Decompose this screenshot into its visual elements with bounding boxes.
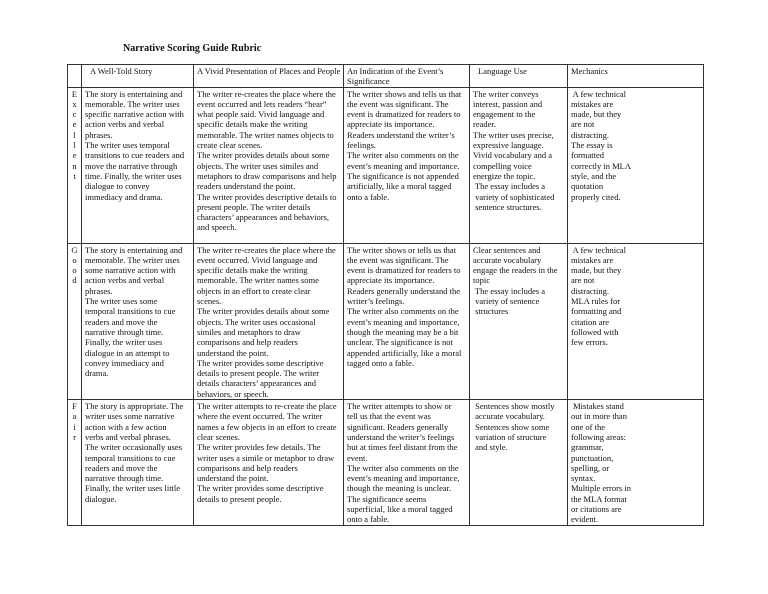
- level-letter: r: [73, 431, 76, 442]
- cell-text-line: mistakes are: [571, 254, 614, 265]
- cell-text-line: energize the topic.: [473, 170, 536, 181]
- cell-text-line: sentence structures.: [473, 201, 542, 212]
- cell-text-line: phrases.: [85, 129, 113, 140]
- level-letter: o: [72, 254, 77, 265]
- cell-text-line: though the meaning may be a bit: [347, 326, 459, 337]
- cell-text-line: The writer provides few details. The: [197, 442, 321, 453]
- cell-text-line: dialogue.: [85, 493, 117, 504]
- cell-text-line: Readers generally understand the: [347, 285, 461, 296]
- level-letter: a: [72, 411, 77, 422]
- cell-text-line: event.: [347, 452, 368, 463]
- cell-text-line: writer uses a simile or metaphor to draw: [197, 452, 335, 463]
- cell-text-line: narrative through time.: [85, 473, 164, 484]
- cell-text-line: artificially, like a moral tagged: [347, 181, 452, 192]
- cell-vivid-presentation: [194, 400, 344, 526]
- cell-text-line: specific details make the writing: [197, 119, 308, 130]
- header-mechanics: Mechanics: [568, 65, 704, 88]
- cell-text-line: The writer attempts to re-create the place: [197, 401, 337, 412]
- cell-text-line: expressive language.: [473, 140, 544, 151]
- cell-text-line: interest, passion and: [473, 98, 543, 109]
- cell-text-line: correctly in MLA: [571, 160, 631, 171]
- cell-text-line: citation are: [571, 316, 609, 327]
- cell-text-line: The essay includes a: [473, 285, 546, 296]
- level-label: [68, 87, 82, 243]
- level-letter: n: [72, 160, 77, 171]
- cell-text-line: some narrative action with: [85, 265, 176, 276]
- cell-text-line: readers and move the: [85, 316, 158, 327]
- cell-text-line: The significance is not appended: [347, 170, 459, 181]
- cell-text-line: A few technical: [571, 244, 626, 255]
- document-title: Narrative Scoring Guide Rubric: [123, 43, 262, 54]
- cell-text-line: The writer also comments on the: [347, 462, 459, 473]
- cell-text-line: Sentences show mostly: [473, 401, 555, 412]
- cell-text-line: Sentences show some: [473, 421, 550, 432]
- cell-text-line: Multiple errors in: [571, 483, 631, 494]
- cell-text-line: engage the readers in the: [473, 265, 558, 276]
- cell-text-line: made, but they: [571, 109, 622, 120]
- cell-text-line: behaviors, or speech.: [197, 388, 269, 399]
- cell-text-line: but at times feel distant from the: [347, 442, 458, 453]
- level-letter: e: [72, 119, 77, 130]
- cell-text-line: action verbs and verbal: [85, 119, 165, 130]
- cell-text-line: writer uses some narrative: [85, 411, 175, 422]
- level-letter: l: [73, 140, 76, 151]
- cell-text-line: evident.: [571, 514, 599, 525]
- cell-text-line: The story is entertaining and: [85, 244, 183, 255]
- cell-text-line: objects in an effort to create clear: [197, 285, 311, 296]
- cell-text-line: event is dramatized for readers to: [347, 265, 461, 276]
- cell-text-line: temporal transitions to cue: [85, 306, 176, 317]
- cell-text-line: tagged onto a fable.: [347, 357, 415, 368]
- cell-text-line: memorable. The writer names some: [197, 275, 319, 286]
- cell-text-line: Vivid vocabulary and a: [473, 150, 553, 161]
- cell-text-line: The essay is: [571, 140, 613, 151]
- cell-text-line: details characters’ appearances and: [197, 378, 317, 389]
- cell-text-line: The writer provides some descriptive: [197, 483, 324, 494]
- header-significance: An Indication of the Event’s Significance: [344, 65, 470, 88]
- cell-well-told-story: [82, 243, 194, 399]
- cell-text-line: out in more than: [571, 411, 627, 422]
- cell-text-line: variety of sentence: [473, 296, 540, 307]
- cell-text-line: A few technical: [571, 88, 626, 99]
- header-vivid-presentation: A Vivid Presentation of Places and People: [194, 65, 344, 88]
- cell-text-line: appreciate its importance.: [347, 119, 435, 130]
- cell-text-line: appreciate its importance.: [347, 275, 435, 286]
- cell-text-line: dialogue to convey: [85, 181, 150, 192]
- cell-well-told-story: [82, 400, 194, 526]
- cell-text-line: where the event occurred. The writer: [197, 411, 323, 422]
- cell-text-line: the event was significant. The: [347, 254, 449, 265]
- cell-text-line: the MLA format: [571, 493, 627, 504]
- cell-text-line: one of the: [571, 421, 605, 432]
- cell-text-line: phrases.: [85, 285, 113, 296]
- cell-text-line: The writer also comments on the: [347, 150, 459, 161]
- cell-text-line: comparisons and help readers: [197, 462, 298, 473]
- cell-text-line: understand the writer’s feelings: [347, 431, 455, 442]
- cell-text-line: The writer provides descriptive details to: [197, 191, 337, 202]
- cell-text-line: The significance seems: [347, 493, 427, 504]
- cell-text-line: action with a few action: [85, 421, 167, 432]
- cell-significance: [344, 243, 470, 399]
- rubric-row-excellent: [68, 87, 704, 243]
- cell-text-line: punctuation,: [571, 452, 614, 463]
- cell-text-line: and speech.: [197, 222, 237, 233]
- cell-text-line: The writer provides details about some: [197, 150, 330, 161]
- cell-text-line: followed with: [571, 326, 619, 337]
- level-letter: G: [71, 244, 78, 255]
- level-letter: e: [72, 150, 77, 161]
- cell-text-line: The writer uses some: [85, 296, 158, 307]
- cell-text-line: The writer provides some descriptive: [197, 357, 324, 368]
- cell-text-line: mistakes are: [571, 98, 614, 109]
- cell-text-line: The writer also comments on the: [347, 306, 459, 317]
- cell-text-line: The writer occasionally uses: [85, 442, 183, 453]
- cell-text-line: details to present people.: [197, 493, 282, 504]
- cell-language-use: [470, 243, 568, 399]
- cell-text-line: superficial, like a moral tagged: [347, 504, 453, 515]
- cell-text-line: Finally, the writer uses little: [85, 483, 181, 494]
- cell-text-line: objects. The writer uses similes and: [197, 160, 319, 171]
- cell-text-line: event occurred. Vivid language and: [197, 254, 318, 265]
- cell-text-line: characters’ appearances and behaviors,: [197, 212, 329, 223]
- cell-text-line: onto a fable.: [347, 191, 390, 202]
- cell-text-line: move the narrative through: [85, 160, 178, 171]
- cell-text-line: and style.: [473, 442, 508, 453]
- cell-text-line: appended artificially, like a moral: [347, 347, 462, 358]
- cell-text-line: unclear. The significance is not: [347, 337, 453, 348]
- cell-text-line: are not: [571, 119, 595, 130]
- cell-text-line: onto a fable.: [347, 514, 390, 525]
- cell-text-line: immediacy and drama.: [85, 191, 163, 202]
- rubric-row-fair: [68, 400, 704, 526]
- cell-mechanics: [568, 400, 704, 526]
- cell-text-line: present people. The writer details: [197, 201, 311, 212]
- cell-text-line: memorable. The writer uses: [85, 98, 180, 109]
- level-letter: E: [71, 88, 78, 99]
- level-label: [68, 400, 82, 526]
- cell-language-use: [470, 400, 568, 526]
- cell-mechanics: [568, 87, 704, 243]
- cell-text-line: tell us that the event was: [347, 411, 431, 422]
- cell-text-line: create clear scenes.: [197, 140, 263, 151]
- cell-text-line: The writer re-creates the place where the: [197, 244, 336, 255]
- cell-text-line: The story is entertaining and: [85, 88, 183, 99]
- cell-text-line: structures: [473, 306, 509, 317]
- header-well-told-story: A Well-Told Story: [82, 65, 194, 88]
- cell-text-line: few errors.: [571, 337, 608, 348]
- cell-text-line: readers understand the point.: [197, 181, 296, 192]
- cell-text-line: MLA rules for: [571, 296, 621, 307]
- cell-vivid-presentation: [194, 243, 344, 399]
- cell-text-line: similes and metaphors to draw: [197, 326, 301, 337]
- cell-text-line: clear scenes.: [197, 431, 240, 442]
- cell-text-line: though the meaning is unclear.: [347, 483, 452, 494]
- cell-text-line: variety of sophisticated: [473, 191, 555, 202]
- cell-text-line: event’s meaning and importance,: [347, 316, 460, 327]
- cell-text-line: engagement to the: [473, 109, 536, 120]
- cell-text-line: grammar,: [571, 442, 604, 453]
- cell-text-line: drama.: [85, 368, 109, 379]
- cell-text-line: objects. The writer uses occasional: [197, 316, 316, 327]
- cell-text-line: The writer conveys: [473, 88, 539, 99]
- cell-text-line: understand the point.: [197, 347, 269, 358]
- rubric-row-good: [68, 243, 704, 399]
- cell-text-line: The writer uses precise,: [473, 129, 554, 140]
- level-letter: F: [72, 401, 77, 412]
- cell-text-line: event’s meaning and importance.: [347, 160, 460, 171]
- level-letter: c: [72, 109, 77, 120]
- cell-text-line: event’s meaning and importance,: [347, 473, 460, 484]
- level-letter: o: [72, 265, 77, 276]
- cell-text-line: feelings.: [347, 140, 377, 151]
- cell-text-line: memorable. The writer uses: [85, 254, 180, 265]
- cell-text-line: specific narrative action with: [85, 109, 184, 120]
- cell-text-line: verbs and verbal phrases.: [85, 431, 171, 442]
- cell-text-line: or citations are: [571, 504, 622, 515]
- cell-text-line: spelling, or: [571, 462, 610, 473]
- cell-text-line: The writer attempts to show or: [347, 401, 452, 412]
- cell-text-line: properly cited.: [571, 191, 621, 202]
- level-label: [68, 243, 82, 399]
- cell-text-line: following areas:: [571, 431, 626, 442]
- cell-text-line: event is dramatized for readers to: [347, 109, 461, 120]
- cell-text-line: time. Finally, the writer uses: [85, 170, 182, 181]
- cell-text-line: memorable. The writer names objects to: [197, 129, 334, 140]
- cell-text-line: accurate vocabulary.: [473, 411, 545, 422]
- cell-well-told-story: [82, 87, 194, 243]
- level-letter: l: [73, 129, 76, 140]
- header-row: [68, 65, 704, 88]
- cell-text-line: are not: [571, 275, 595, 286]
- header-language-use: Language Use: [470, 65, 568, 88]
- cell-text-line: The story is appropriate. The: [85, 401, 184, 412]
- cell-text-line: what people said. Vivid language and: [197, 109, 325, 120]
- cell-text-line: convey immediacy and: [85, 357, 164, 368]
- cell-text-line: quotation: [571, 181, 604, 192]
- cell-text-line: reader.: [473, 119, 496, 130]
- cell-text-line: event occurred and lets readers “hear”: [197, 98, 327, 109]
- cell-text-line: made, but they: [571, 265, 622, 276]
- cell-text-line: formatted: [571, 150, 605, 161]
- cell-text-line: narrative through time.: [85, 326, 164, 337]
- cell-text-line: Readers understand the writer’s: [347, 129, 455, 140]
- cell-text-line: the event was significant. The: [347, 98, 449, 109]
- cell-text-line: Finally, the writer uses: [85, 337, 163, 348]
- level-letter: d: [72, 275, 77, 286]
- cell-text-line: readers and move the: [85, 462, 158, 473]
- cell-text-line: The writer re-creates the place where the: [197, 88, 336, 99]
- cell-text-line: understand the point.: [197, 473, 269, 484]
- cell-text-line: specific details make the writing: [197, 265, 308, 276]
- cell-text-line: The writer shows or tells us that: [347, 244, 457, 255]
- cell-text-line: names a few objects in an effort to create: [197, 421, 337, 432]
- cell-text-line: The essay includes a: [473, 181, 546, 192]
- cell-text-line: details to present people. The writer: [197, 368, 320, 379]
- cell-text-line: dialogue in an attempt to: [85, 347, 170, 358]
- level-letter: x: [72, 98, 77, 109]
- cell-text-line: compelling voice: [473, 160, 532, 171]
- cell-text-line: action verbs and verbal: [85, 275, 165, 286]
- cell-text-line: Clear sentences and: [473, 244, 541, 255]
- rubric-table: [67, 64, 704, 526]
- level-letter: i: [73, 421, 76, 432]
- cell-text-line: distracting.: [571, 285, 610, 296]
- cell-language-use: [470, 87, 568, 243]
- cell-text-line: formatting and: [571, 306, 622, 317]
- cell-text-line: accurate vocabulary: [473, 254, 542, 265]
- cell-text-line: scenes.: [197, 296, 222, 307]
- cell-significance: [344, 87, 470, 243]
- cell-text-line: topic: [473, 275, 490, 286]
- corner-cell: [68, 65, 82, 88]
- cell-text-line: variation of structure: [473, 431, 547, 442]
- cell-text-line: comparisons and help readers: [197, 337, 298, 348]
- cell-mechanics: [568, 243, 704, 399]
- cell-text-line: distracting.: [571, 129, 610, 140]
- cell-text-line: The writer provides details about some: [197, 306, 330, 317]
- cell-vivid-presentation: [194, 87, 344, 243]
- cell-text-line: style, and the: [571, 170, 617, 181]
- cell-text-line: syntax.: [571, 473, 596, 484]
- cell-text-line: temporal transitions to cue: [85, 452, 176, 463]
- cell-text-line: transitions to cue readers and: [85, 150, 185, 161]
- cell-text-line: Mistakes stand: [571, 401, 624, 412]
- level-letter: t: [73, 170, 76, 181]
- cell-text-line: The writer uses temporal: [85, 140, 170, 151]
- cell-text-line: metaphors to draw comparisons and help: [197, 170, 337, 181]
- cell-text-line: writer’s feelings.: [347, 296, 405, 307]
- cell-text-line: The writer shows and tells us that: [347, 88, 462, 99]
- cell-significance: [344, 400, 470, 526]
- cell-text-line: significant. Readers generally: [347, 421, 449, 432]
